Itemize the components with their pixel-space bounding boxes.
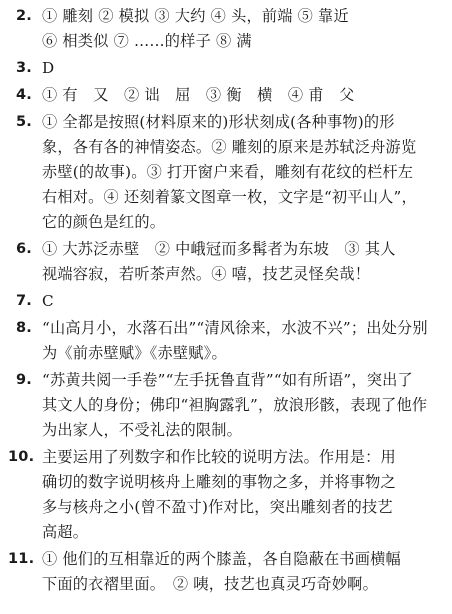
answer-line: 为《前赤壁赋》《赤壁赋》。 bbox=[42, 344, 227, 362]
item-number: 8. bbox=[16, 320, 32, 336]
answer-line: “苏黄共阅一手卷”“左手抚鲁直背”“如有所语”，突出了 bbox=[42, 371, 413, 389]
answer-line: 其文人的身份；佛印“袒胸露乳”，放浪形骸，表现了他作 bbox=[42, 396, 428, 414]
answer-line: 视端容寂，若听茶声然。④ 嘻，技艺灵怪矣哉！ bbox=[42, 265, 371, 283]
item-number: 2. bbox=[16, 8, 32, 24]
item-number: 5. bbox=[16, 114, 32, 130]
answer-line: ① 全都是按照(材料原来的)形状刻成(各种事物)的形 bbox=[42, 113, 395, 131]
answer-line: ① 雕刻 ② 模拟 ③ 大约 ④ 头，前端 ⑤ 靠近 bbox=[42, 7, 349, 25]
item-number: 9. bbox=[16, 372, 32, 388]
item-number: 7. bbox=[16, 293, 32, 309]
answer-line: “山高月小，水落石出”“清风徐来，水波不兴”；出处分别 bbox=[42, 319, 428, 337]
answer-line: D bbox=[42, 59, 55, 77]
answer-line: ① 他们的互相靠近的两个膝盖，各自隐蔽在书画横幅 bbox=[42, 550, 401, 568]
answer-line: 为出家人，不受礼法的限制。 bbox=[42, 421, 243, 439]
answer-item-2 bbox=[8, 4, 444, 54]
answer-line: 主要运用了列数字和作比较的说明方法。作用是：用 bbox=[42, 448, 396, 466]
answer-item-4 bbox=[8, 83, 444, 108]
answer-line: 赤壁(的故事)。③ 打开窗户来看，雕刻有花纹的栏杆左 bbox=[42, 163, 414, 181]
answer-line: ⑥ 相类似 ⑦ ……的样子 ⑧ 满 bbox=[42, 32, 252, 50]
answer-line: 右相对。④ 还刻着篆文图章一枚，文字是“初平山人”， bbox=[42, 188, 417, 206]
item-number: 4. bbox=[16, 87, 32, 103]
answer-line: 确切的数字说明核舟上雕刻的事物之多，并将事物之 bbox=[42, 473, 396, 491]
item-number: 6. bbox=[16, 241, 32, 257]
answer-line: 象，各有各的神情姿态。② 雕刻的原来是苏轼泛舟游览 bbox=[42, 138, 417, 156]
answer-item-9 bbox=[8, 368, 444, 443]
answer-line: 高超。 bbox=[42, 523, 89, 541]
answer-line: 下面的衣褶里面。 ② 咦，技艺也真灵巧奇妙啊。 bbox=[42, 575, 378, 593]
answer-line: ① 有 又 ② 诎 屈 ③ 衡 横 ④ 甫 父 bbox=[42, 86, 355, 104]
answer-line: 它的颜色是红的。 bbox=[42, 213, 166, 231]
answer-item-3 bbox=[8, 56, 444, 81]
item-number: 3. bbox=[16, 60, 32, 76]
answer-item-8 bbox=[8, 316, 444, 366]
answer-item-10 bbox=[8, 445, 444, 545]
answer-item-11 bbox=[8, 547, 444, 597]
item-number: 11. bbox=[8, 551, 35, 567]
answer-item-5 bbox=[8, 110, 444, 235]
item-number: 10. bbox=[8, 449, 35, 465]
answer-item-6 bbox=[8, 237, 444, 287]
answer-line: ① 大苏泛赤壁 ② 中峨冠而多髯者为东坡 ③ 其人 bbox=[42, 240, 396, 258]
answer-item-7 bbox=[8, 289, 444, 314]
answer-line: C bbox=[42, 292, 54, 310]
answer-line: 多与核舟之小(曾不盈寸)作对比，突出雕刻者的技艺 bbox=[42, 498, 393, 516]
